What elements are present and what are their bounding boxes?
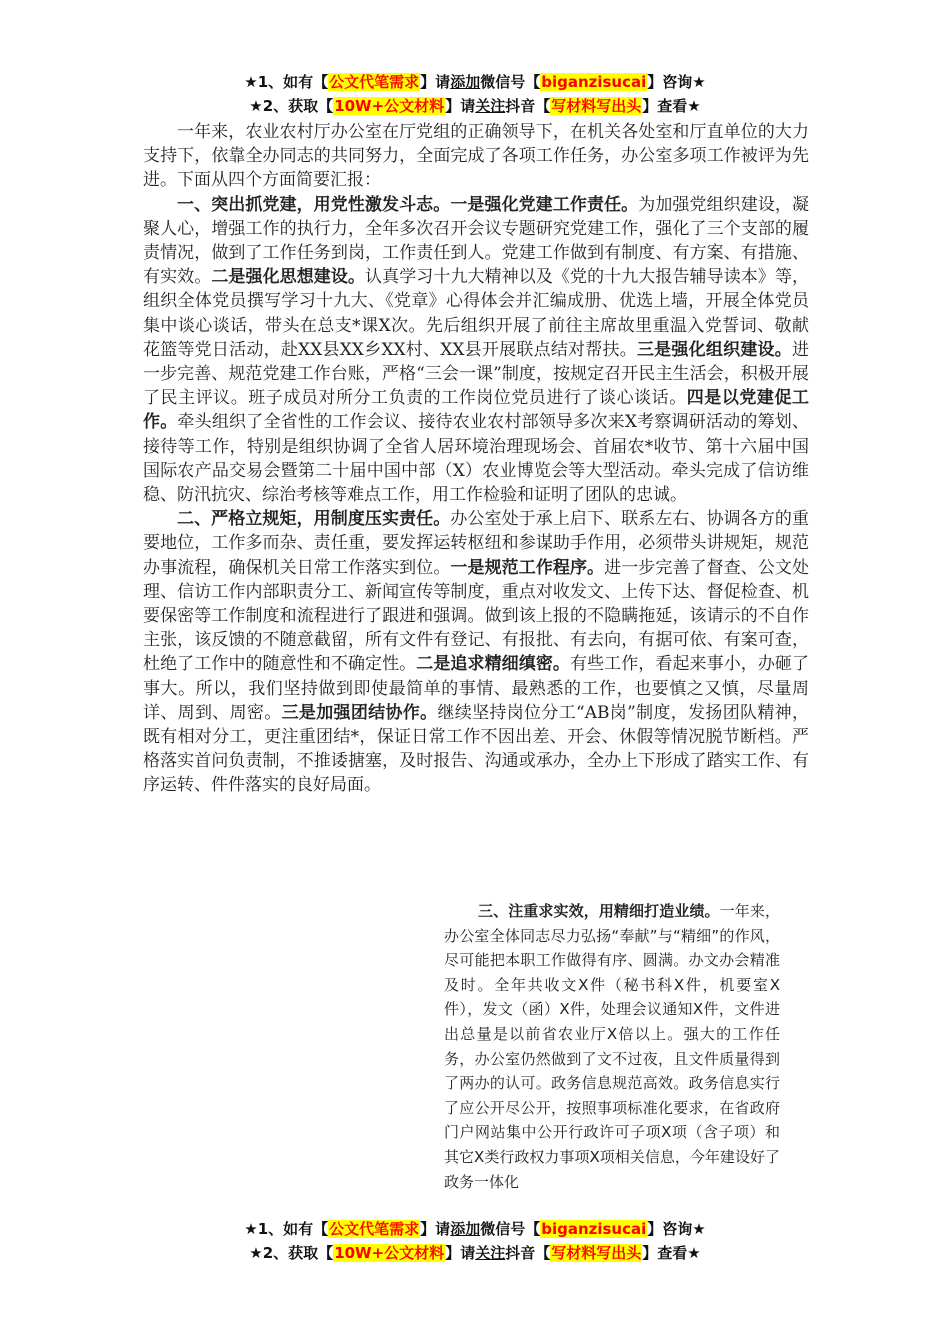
section-3-paragraph: 三、注重求实效，用精细打造业绩。一年来，办公室全体同志尽力弘扬“奉献”与“精细”的作风，尽可能把本职工作做得有序、圆满。办文办会精准及时。全年共收文X件（秘书科X件，机要室X件），发文（函）X件，处理会议通知X件，文件进出总量是以前省农业厅X倍以上。强大的工作任务，办公室仍然做到了文不过夜，且文件质量得到了两办的认可。政务信息规范高效。政务信息实行了应公开尽公开，按照事项标准化要求，在省政府门户网站集中公开行政许可子项X项（含子项）和其它X类行政权力事项X项相关信息，今年建设好了政务一体化 — [444, 902, 780, 1191]
section-3-heading: 三、注重求实效，用精细打造业绩。 — [478, 902, 720, 920]
highlight-service: 公文代笔需求 — [329, 1220, 420, 1238]
highlight-douyin-id: 写材料写出头 — [551, 97, 642, 115]
section-1-heading: 一、突出抓党建，用党性激发斗志。 — [177, 194, 451, 215]
highlight-douyin-id: 写材料写出头 — [551, 1244, 642, 1262]
banner-line-1: ★1、如有【公文代笔需求】请添加微信号【biganzisucai】咨询★ — [244, 1220, 706, 1238]
banner-line-2: ★2、获取【10W+公文材料】请关注抖音【写材料写出头】查看★ — [249, 1244, 701, 1262]
banner-line-2: ★2、获取【10W+公文材料】请关注抖音【写材料写出头】查看★ — [249, 97, 701, 115]
highlight-wechat-id: biganzisucai — [541, 73, 647, 91]
section-2-heading: 二、严格立规矩，用制度压实责任。 — [177, 509, 451, 530]
highlight-materials: 10W+公文材料 — [334, 97, 445, 115]
banner-line-1: ★1、如有【公文代笔需求】请添加微信号【biganzisucai】咨询★ — [244, 73, 706, 91]
document-body — [143, 120, 809, 798]
section-1-paragraph: 一、突出抓党建，用党性激发斗志。一是强化党建工作责任。为加强党组织建设，凝聚人心，增强工作的执行力，全年多次召开会议专题研究党建工作，强化了三个支部的履责情况，做到了工作任务到岗，工作责任到人。党建工作做到有制度、有方案、有措施、有实效。二是强化思想建设。认真学习十九大精神以及《党的十九大报告辅导读本》等，组织全体党员撰写学习十九大、《党章》心得体会并汇编成册、优选上墙，开展全体党员集中谈心谈话，带头在总支*课X次。先后组织开展了前往主席故里重温入党誓词、敬献花篮等党日活动，赴XX县XX乡XX村、XX县开展联点结对帮扶。三是强化组织建设。进一步完善、规范党建工作台账，严格“三会一课”制度，按规定召开民主生活会，积极开展了民主评议。班子成员对所分工负责的工作岗位党员进行了谈心谈话。四是以党建促工作。牵头组织了全省性的工作会议、接待农业农村部领导多次来X考察调研活动的筹划、接待等工作，特别是组织协调了全省人居环境治理现场会、首届农*收节、第十六届中国国际农产品交易会暨第二十届中国中部（X）农业博览会等大型活动。牵头完成了信访维稳、防汛抗灾、综治考核等难点工作，用工作检验和证明了团队的忠诚。 — [143, 194, 810, 506]
section-3-column — [444, 899, 780, 1194]
highlight-materials: 10W+公文材料 — [334, 1244, 445, 1262]
highlight-service: 公文代笔需求 — [329, 73, 420, 91]
banner-bottom — [0, 1217, 950, 1265]
banner-top — [0, 70, 950, 118]
highlight-wechat-id: biganzisucai — [541, 1220, 647, 1238]
intro-paragraph: 一年来，农业农村厅办公室在厅党组的正确领导下，在机关各处室和厅直单位的大力支持下，依靠全办同志的共同努力，全面完成了各项工作任务，办公室多项工作被评为先进。下面从四个方面简要汇报： — [143, 122, 809, 191]
section-2-paragraph: 二、严格立规矩，用制度压实责任。办公室处于承上启下、联系左右、协调各方的重要地位，工作多而杂、责任重，要发挥运转枢纽和参谋助手作用，必须带头讲规矩，规范办事流程，确保机关日常工作落实到位。一是规范工作程序。进一步完善了督查、公文处理、信访工作内部职责分工、新闻宣传等制度，重点对收发文、上传下达、督促检查、机要保密等工作制度和流程进行了跟进和强调。做到该上报的不隐瞒拖延，该请示的不自作主张，该反馈的不随意截留，所有文件有登记、有报批、有去向，有据可依、有案可查，杜绝了工作中的随意性和不确定性。二是追求精细缜密。有些工作，看起来事小，办砸了事大。所以，我们坚持做到即使最简单的事情、最熟悉的工作，也要慎之又慎，尽量周详、周到、周密。三是加强团结协作。继续坚持岗位分工“AB岗”制度，发扬团队精神，既有相对分工，更注重团结*，保证日常工作不因出差、开会、休假等情况脱节断档。严格落实首问负责制，不推诿搪塞，及时报告、沟通或承办，全办上下形成了踏实工作、有序运转、件件落实的良好局面。 — [143, 509, 810, 796]
